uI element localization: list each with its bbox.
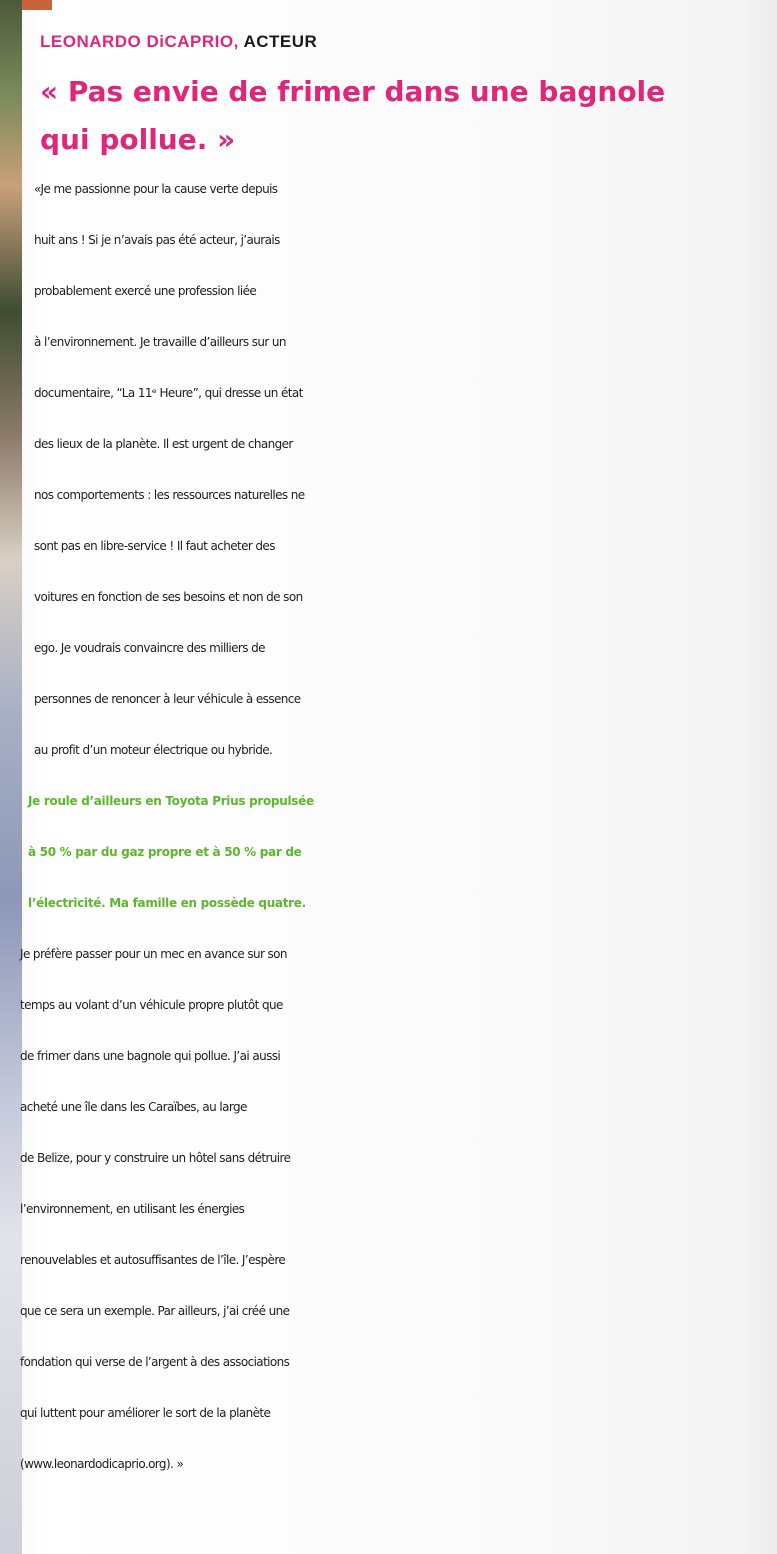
highlight-line: Je roule d’ailleurs en Toyota Prius propulsée bbox=[28, 794, 314, 808]
highlight-line: l’électricité. Ma famille en possède quatre. bbox=[28, 896, 306, 910]
body-line: documentaire, “La 11ᵉ Heure”, qui dresse un état bbox=[34, 386, 303, 400]
highlight-passage bbox=[28, 776, 770, 929]
body-line: fondation qui verse de l’argent à des associations bbox=[20, 1355, 290, 1369]
body-line: l’environnement, en utilisant les énergies bbox=[20, 1202, 245, 1216]
pull-quote-line: qui pollue. » bbox=[40, 123, 236, 156]
body-line: Je préfère passer pour un mec en avance sur son bbox=[20, 947, 287, 961]
headline-name: LEONARDO DiCAPRIO, bbox=[40, 32, 239, 51]
body-line: renouvelables et autosuffisantes de l’île. J’espère bbox=[20, 1253, 286, 1267]
body-line: des lieux de la planète. Il est urgent de changer bbox=[34, 437, 293, 451]
body-paragraph-2 bbox=[20, 929, 770, 1490]
body-line: nos comportements : les ressources naturelles ne bbox=[34, 488, 305, 502]
photo-edge-accent bbox=[22, 0, 52, 10]
body-line: voitures en fonction de ses besoins et non de son bbox=[34, 590, 303, 604]
body-line: temps au volant d’un véhicule propre plutôt que bbox=[20, 998, 283, 1012]
highlight-line: à 50 % par du gaz propre et à 50 % par de bbox=[28, 845, 302, 859]
body-line: probablement exercé une profession liée bbox=[34, 284, 257, 298]
body-line: personnes de renoncer à leur véhicule à essence bbox=[34, 692, 301, 706]
photo-edge bbox=[0, 0, 22, 1554]
body-line: que ce sera un exemple. Par ailleurs, j’ai créé une bbox=[20, 1304, 290, 1318]
body-line: qui luttent pour améliorer le sort de la planète bbox=[20, 1406, 271, 1420]
body-line: acheté une île dans les Caraïbes, au large bbox=[20, 1100, 247, 1114]
body-line: huit ans ! Si je n’avais pas été acteur, j’aurais bbox=[34, 233, 280, 247]
body-line: (www.leonardodicaprio.org). » bbox=[20, 1457, 184, 1471]
body-line: de frimer dans une bagnole qui pollue. J’ai aussi bbox=[20, 1049, 281, 1063]
body-line: à l’environnement. Je travaille d’ailleurs sur un bbox=[34, 335, 286, 349]
body-line: sont pas en libre-service ! Il faut acheter des bbox=[34, 539, 275, 553]
body-line: au profit d’un moteur électrique ou hybride. bbox=[34, 743, 273, 757]
headline-role: ACTEUR bbox=[243, 32, 318, 51]
headline bbox=[40, 18, 770, 66]
body-line: ego. Je voudrais convaincre des milliers de bbox=[34, 641, 265, 655]
article bbox=[20, 18, 770, 1490]
body-line: «Je me passionne pour la cause verte depuis bbox=[34, 182, 278, 196]
pull-quote-line: « Pas envie de frimer dans une bagnole bbox=[40, 75, 666, 108]
pull-quote bbox=[40, 68, 740, 164]
body-line: de Belize, pour y construire un hôtel sans détruire bbox=[20, 1151, 291, 1165]
body-paragraph-1 bbox=[34, 164, 770, 776]
